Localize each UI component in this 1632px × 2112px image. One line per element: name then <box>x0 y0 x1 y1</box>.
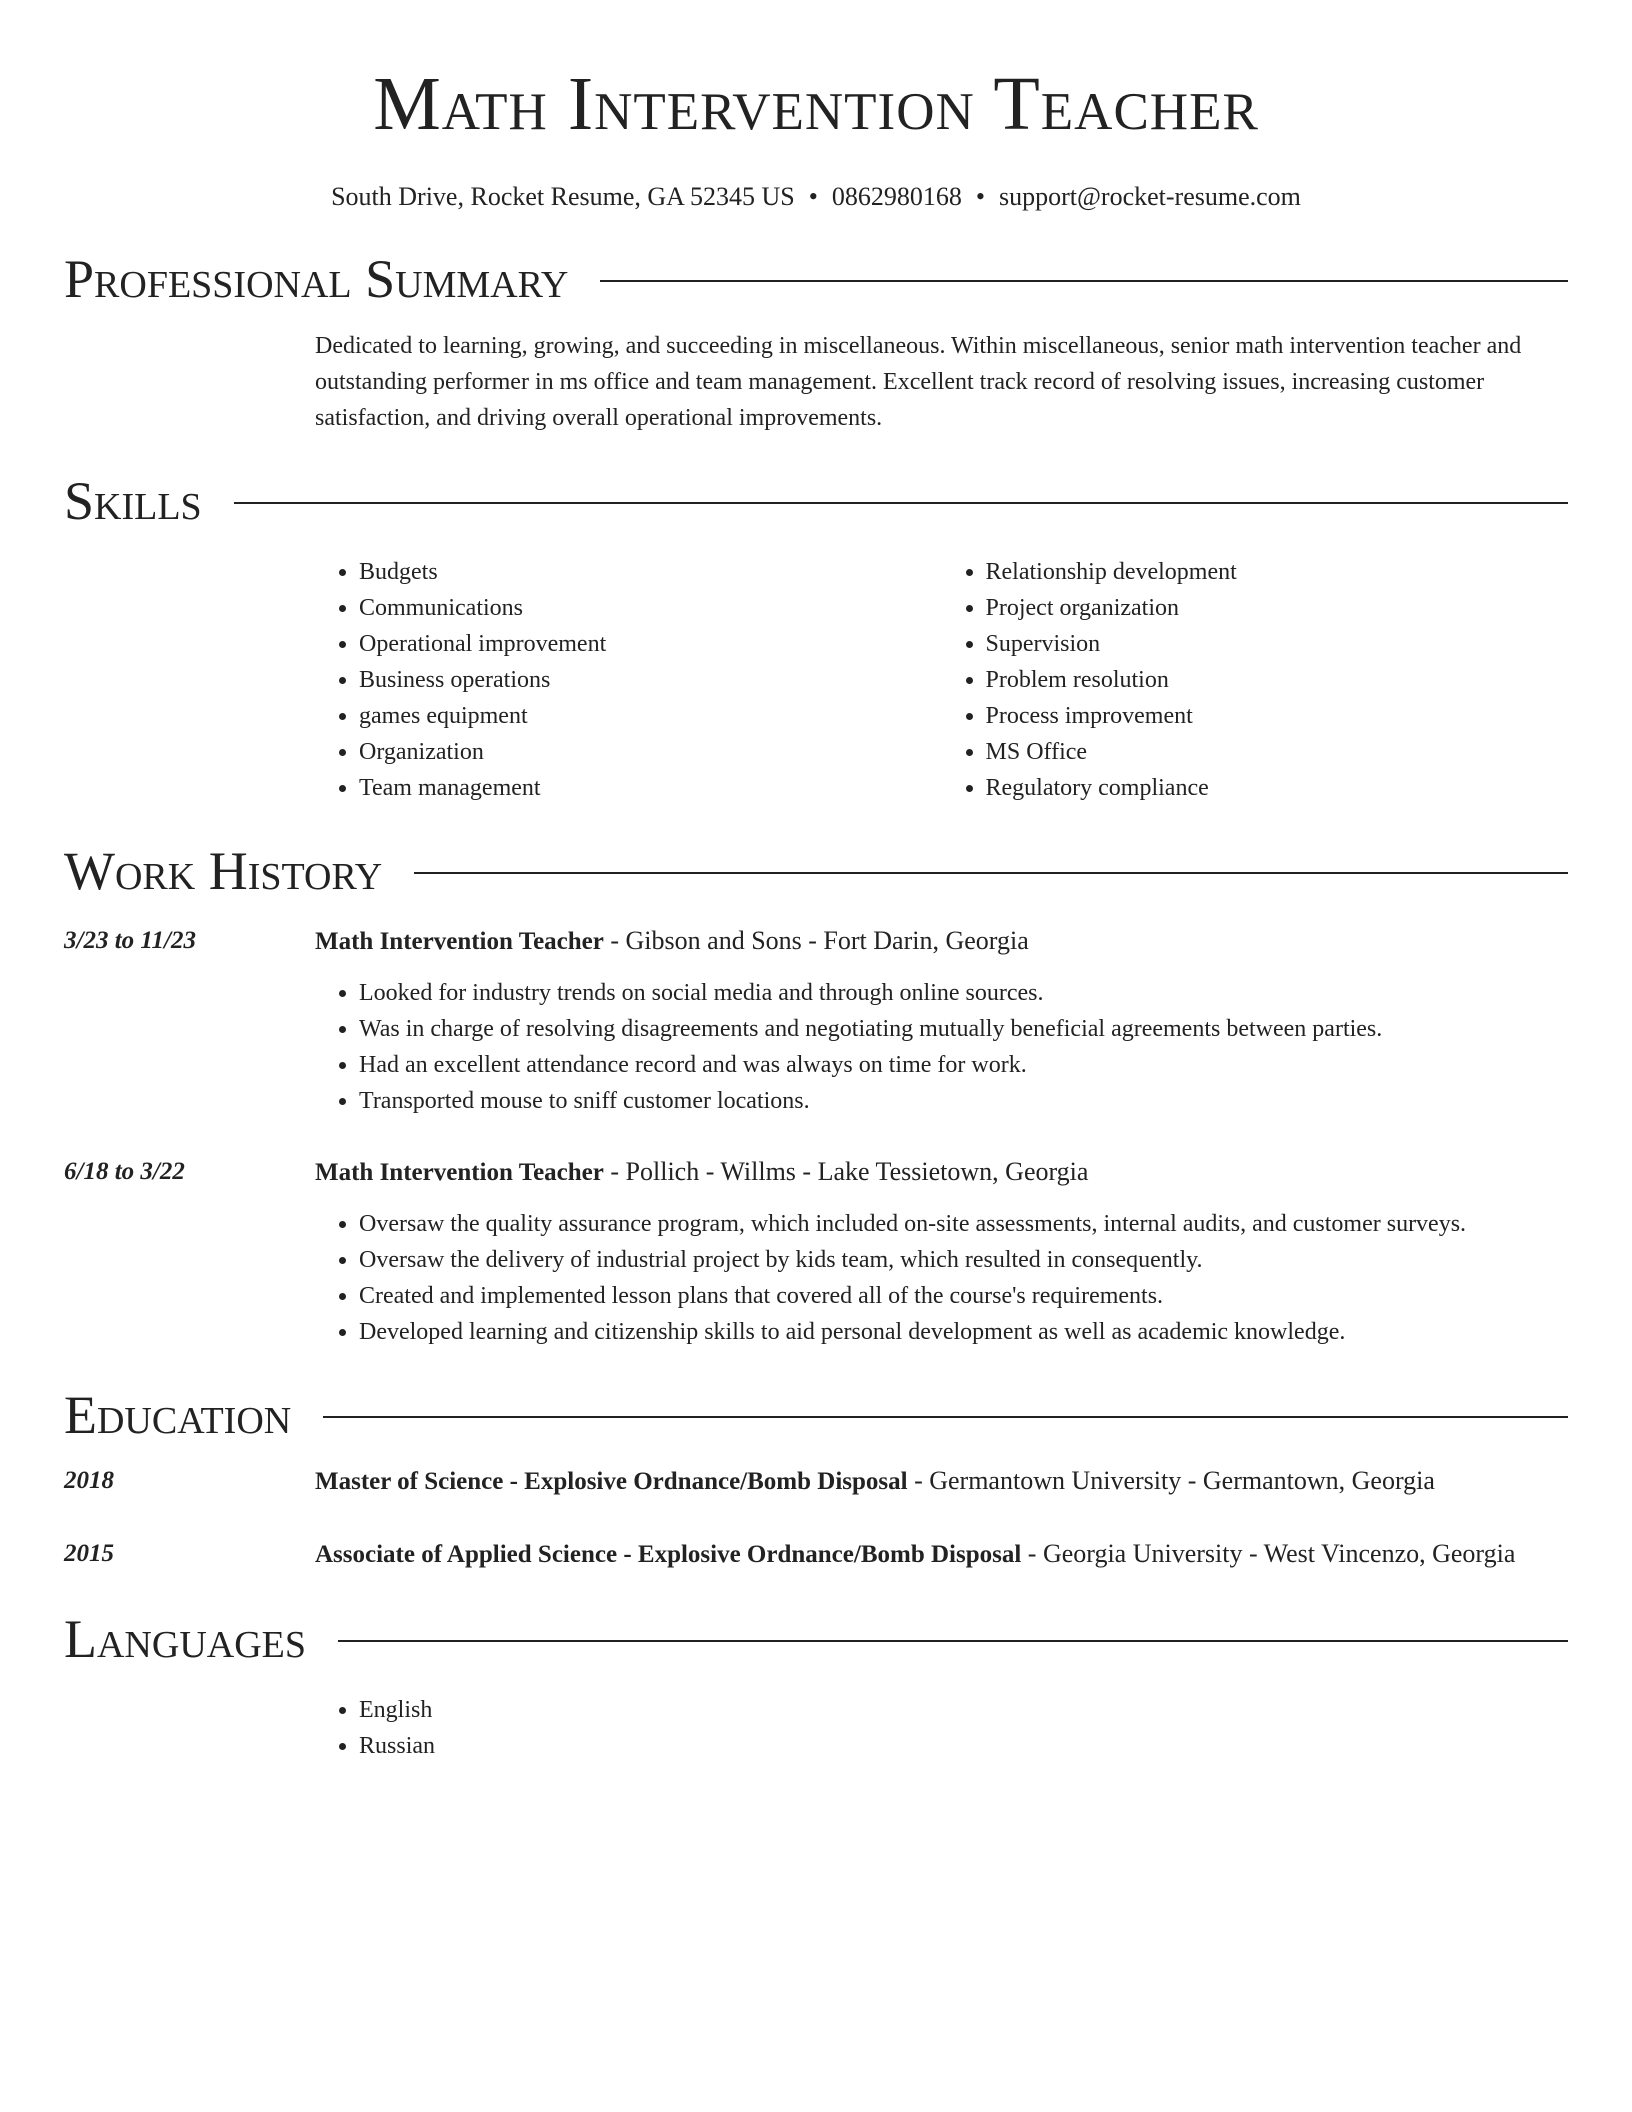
candidate-name: Math Intervention Teacher <box>373 62 1259 146</box>
contact-phone: 0862980168 <box>831 182 962 211</box>
education-degree: Associate of Applied Science - Explosive Ordnance/Bomb Disposal <box>315 1541 1022 1568</box>
section-title-summary: Professional Summary <box>64 249 569 309</box>
job-bullet: • Developed learning and citizenship skills to aid personal development as well as academic knowledge. <box>359 1314 1568 1350</box>
education-details: - Germantown University - Germantown, Georgia <box>907 1466 1435 1495</box>
skill-item: • Relationship development <box>986 554 1569 590</box>
job-bullet-list <box>315 975 1568 1119</box>
section-header <box>64 1380 1568 1450</box>
section-header <box>64 836 1568 906</box>
education-section <box>64 1380 1568 1574</box>
section-divider <box>338 1640 1568 1642</box>
skill-item: • Organization <box>359 734 942 770</box>
job-bullet: • Was in charge of resolving disagreements and negotiating mutually beneficial agreements between parties. <box>359 1011 1568 1047</box>
skill-item: • Problem resolution <box>986 662 1569 698</box>
education-entry <box>64 1535 1568 1574</box>
section-divider <box>234 502 1568 504</box>
job-details: - Gibson and Sons - Fort Darin, Georgia <box>603 926 1029 955</box>
skill-item: • games equipment <box>359 698 942 734</box>
resume-header <box>64 0 1568 214</box>
job-header-row <box>64 1153 1568 1192</box>
section-header <box>64 244 1568 314</box>
job-bullet: • Had an excellent attendance record and was always on time for work. <box>359 1047 1568 1083</box>
education-line <box>315 1462 1568 1501</box>
languages-list <box>315 1692 1568 1764</box>
summary-text: Dedicated to learning, growing, and succeeding in miscellaneous. Within miscellaneous, senior math intervention teacher and outstanding performer in ms office and team management. Excellent track record of resolving issues, increasing customer satisfaction, and driving overall operational improvements. <box>315 333 1522 431</box>
contact-email[interactable]: support@rocket-resume.com <box>998 182 1301 211</box>
skill-item: • MS Office <box>986 734 1569 770</box>
section-header <box>64 466 1568 536</box>
education-year: 2015 <box>64 1540 114 1567</box>
education-entry <box>64 1462 1568 1501</box>
section-title-languages: Languages <box>64 1609 306 1669</box>
contact-separator: • <box>808 182 818 211</box>
skill-item: • Communications <box>359 590 942 626</box>
skill-item: • Business operations <box>359 662 942 698</box>
skill-item: • Operational improvement <box>359 626 942 662</box>
skills-section <box>64 466 1568 806</box>
job-bullet: • Transported mouse to sniff customer locations. <box>359 1083 1568 1119</box>
job-bullet: • Oversaw the delivery of industrial project by kids team, which resulted in consequently. <box>359 1242 1568 1278</box>
job-title-line <box>315 1153 1568 1192</box>
section-title-education: Education <box>64 1385 292 1445</box>
job-details: - Pollich - Willms - Lake Tessietown, Georgia <box>603 1157 1089 1186</box>
languages-body <box>315 1692 1568 1764</box>
job-dates: 6/18 to 3/22 <box>64 1158 185 1185</box>
skills-columns <box>315 554 1568 806</box>
education-details: - Georgia University - West Vincenzo, Georgia <box>1021 1539 1516 1568</box>
section-divider <box>323 1416 1568 1418</box>
job-entry <box>64 922 1568 1119</box>
job-bullet: • Looked for industry trends on social media and through online sources. <box>359 975 1568 1011</box>
section-header <box>64 1604 1568 1674</box>
skill-item: • Supervision <box>986 626 1569 662</box>
job-role: Math Intervention Teacher <box>315 1159 604 1186</box>
skills-list-right <box>942 554 1569 806</box>
job-role: Math Intervention Teacher <box>315 928 604 955</box>
resume-page <box>64 0 1568 1764</box>
job-header-row <box>64 922 1568 961</box>
job-dates: 3/23 to 11/23 <box>64 927 196 954</box>
summary-section <box>64 244 1568 436</box>
education-line <box>315 1535 1568 1574</box>
languages-section <box>64 1604 1568 1764</box>
contact-separator: • <box>975 182 985 211</box>
education-year: 2018 <box>64 1467 114 1494</box>
skill-item: • Regulatory compliance <box>986 770 1569 806</box>
section-divider <box>600 280 1568 282</box>
skill-item: • Process improvement <box>986 698 1569 734</box>
skill-item: • Project organization <box>986 590 1569 626</box>
skill-item: • Budgets <box>359 554 942 590</box>
job-entry <box>64 1153 1568 1350</box>
skill-item: • Team management <box>359 770 942 806</box>
work-history-section <box>64 836 1568 1350</box>
language-item: • Russian <box>359 1728 1568 1764</box>
section-title-skills: Skills <box>64 471 202 531</box>
contact-line <box>64 180 1568 214</box>
education-degree: Master of Science - Explosive Ordnance/Bomb Disposal <box>315 1468 908 1495</box>
language-item: • English <box>359 1692 1568 1728</box>
job-title-line <box>315 922 1568 961</box>
skills-list-left <box>315 554 942 806</box>
job-bullet: • Oversaw the quality assurance program, which included on-site assessments, internal audits, and customer surveys. <box>359 1206 1568 1242</box>
contact-address: South Drive, Rocket Resume, GA 52345 US <box>331 182 795 211</box>
section-divider <box>414 872 1568 874</box>
job-bullet-list <box>315 1206 1568 1350</box>
job-bullet: • Created and implemented lesson plans that covered all of the course's requirements. <box>359 1278 1568 1314</box>
section-title-work-history: Work History <box>64 841 383 901</box>
